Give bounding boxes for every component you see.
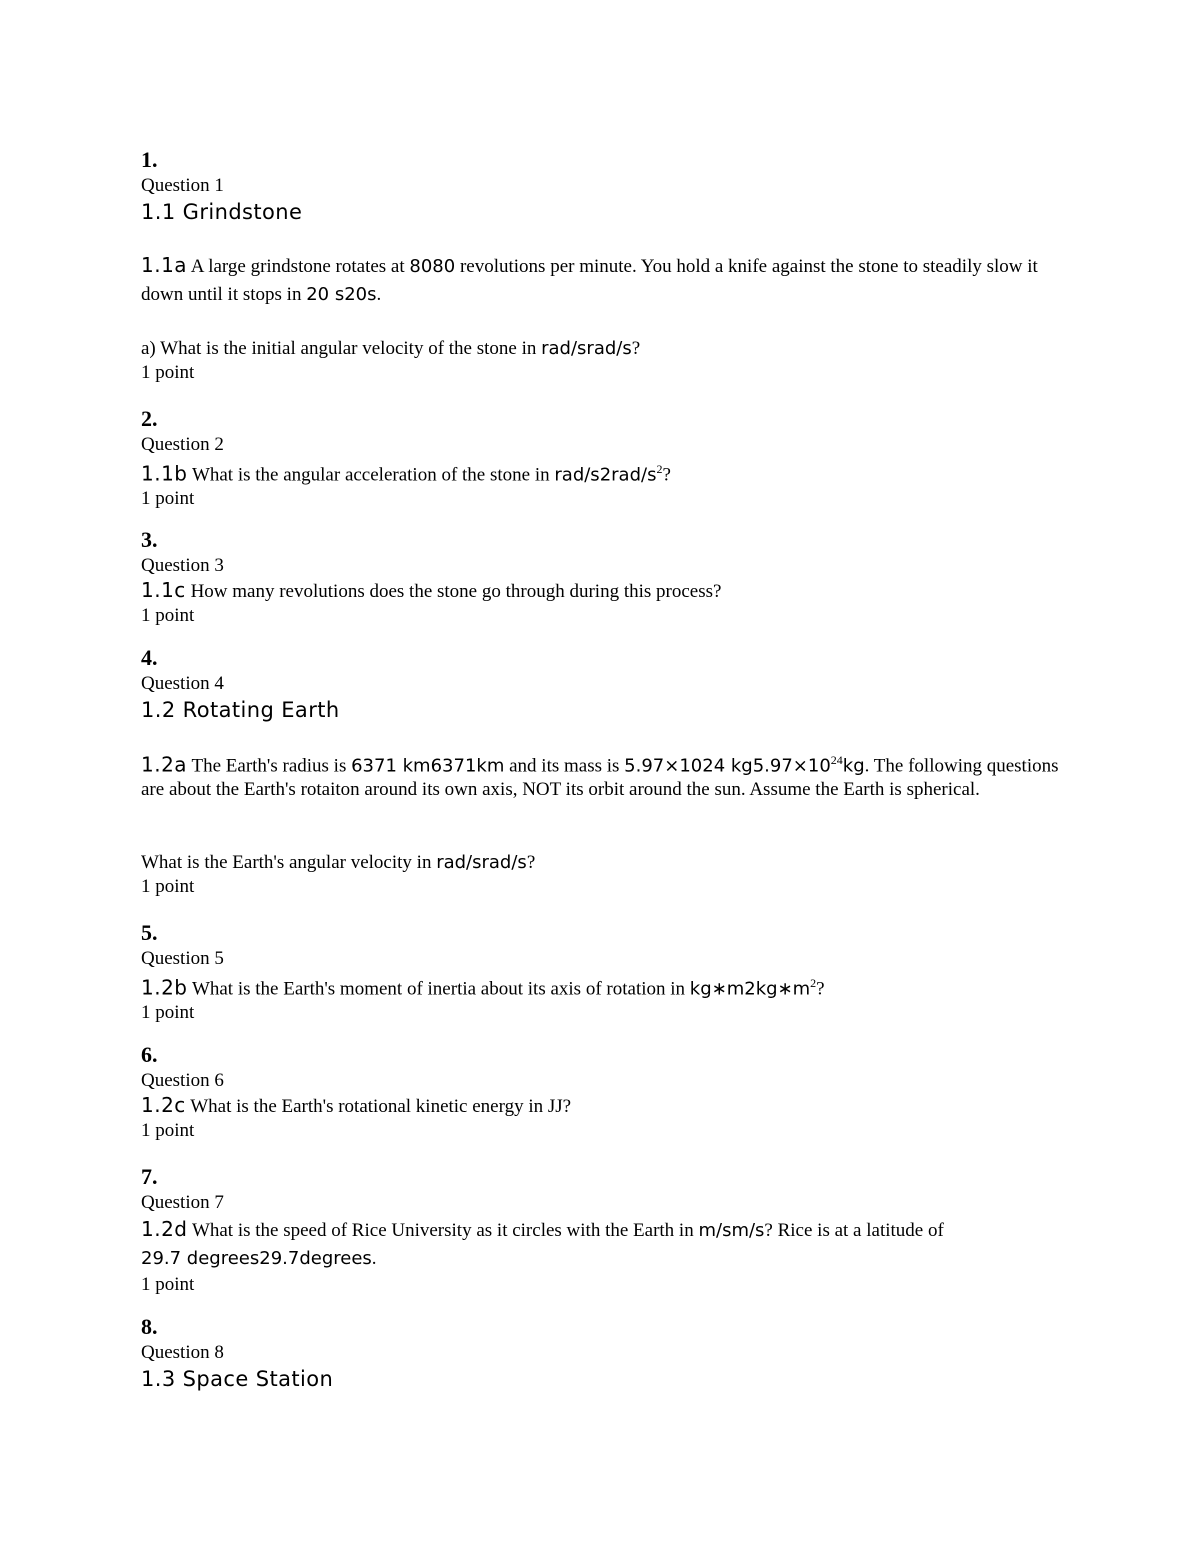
- question-1-subquestion: a) What is the initial angular velocity of the stone in rad/srad/s?: [141, 338, 641, 359]
- question-number: 2.: [141, 406, 158, 431]
- question-3: 3. Question 3 1.1c How many revolutions does the stone go through during this process? 1 point: [141, 526, 1071, 628]
- question-4-text: 1.2a The Earth's radius is 6371 km6371km and its mass is 5.97×1024 $kg5.97\times 10^{24}kg$. The following questions are about the Earth's rotaiton around its own axis, NOT its orbit around the sun. Assume the Earth is spherical.: [141, 752, 1059, 801]
- points-label: 1 point: [141, 876, 195, 897]
- question-label: Question 5: [141, 948, 224, 969]
- question-code: 1.2d: [141, 1217, 188, 1241]
- question-code: 1.2c: [141, 1093, 186, 1117]
- question-label: Question 6: [141, 1070, 224, 1091]
- question-4: [141, 644, 1071, 724]
- question-code: 1.1b: [141, 461, 188, 486]
- question-label: Question 8: [141, 1342, 224, 1363]
- question-label: Question 7: [141, 1192, 224, 1213]
- question-number: 1.: [141, 147, 158, 172]
- question-1-text: 1.1a A large grindstone rotates at 8080 revolutions per minute. You hold a knife against the stone to steadily slow it down until it stops in 20 s20s.: [141, 253, 1038, 305]
- section-heading: 1.1 Grindstone: [141, 200, 303, 224]
- question-8: [141, 1313, 1071, 1393]
- question-label: Question 1: [141, 175, 224, 196]
- points-label: 1 point: [141, 1274, 195, 1295]
- question-number: 3.: [141, 527, 158, 552]
- question-number: 7.: [141, 1164, 158, 1189]
- points-label: 1 point: [141, 488, 195, 510]
- question-label: Question 4: [141, 673, 224, 694]
- question-4-subquestion: What is the Earth's angular velocity in rad/srad/s?: [141, 852, 536, 873]
- question-5: 5. Question 5 1.2b What is the Earth's moment of inertia about its axis of rotation in $kg∗m2kg∗m^2$? 1 point: [141, 919, 1071, 1025]
- question-number: 4.: [141, 645, 158, 670]
- points-label: 1 point: [141, 362, 195, 383]
- section-heading: 1.3 Space Station: [141, 1367, 334, 1391]
- question-code: 1.1c: [141, 578, 186, 602]
- question-number: 8.: [141, 1314, 158, 1339]
- points-label: 1 point: [141, 1120, 195, 1141]
- question-1: [141, 146, 1071, 226]
- question-code: 1.2a: [141, 752, 188, 777]
- question-2: 2. Question 2 1.1b What is the angular acceleration of the stone in rad/$s2rad/s^2$? 1 point: [141, 405, 1071, 511]
- question-number: 6.: [141, 1042, 158, 1067]
- points-label: 1 point: [141, 605, 195, 626]
- question-number: 5.: [141, 920, 158, 945]
- question-code: 1.1a: [141, 253, 188, 277]
- points-label: 1 point: [141, 1002, 195, 1024]
- question-label: Question 3: [141, 555, 224, 576]
- question-label: Question 2: [141, 434, 224, 455]
- question-code: 1.2b: [141, 975, 188, 1000]
- section-heading: 1.2 Rotating Earth: [141, 698, 340, 722]
- question-7: 7. Question 7 1.2d What is the speed of Rice University as it circles with the Earth in m/sm/s? Rice is at a latitude of 29.7 degrees29.7degrees. 1 point: [141, 1163, 1071, 1297]
- question-6: 6. Question 6 1.2c What is the Earth's rotational kinetic energy in JJ? 1 point: [141, 1041, 1071, 1143]
